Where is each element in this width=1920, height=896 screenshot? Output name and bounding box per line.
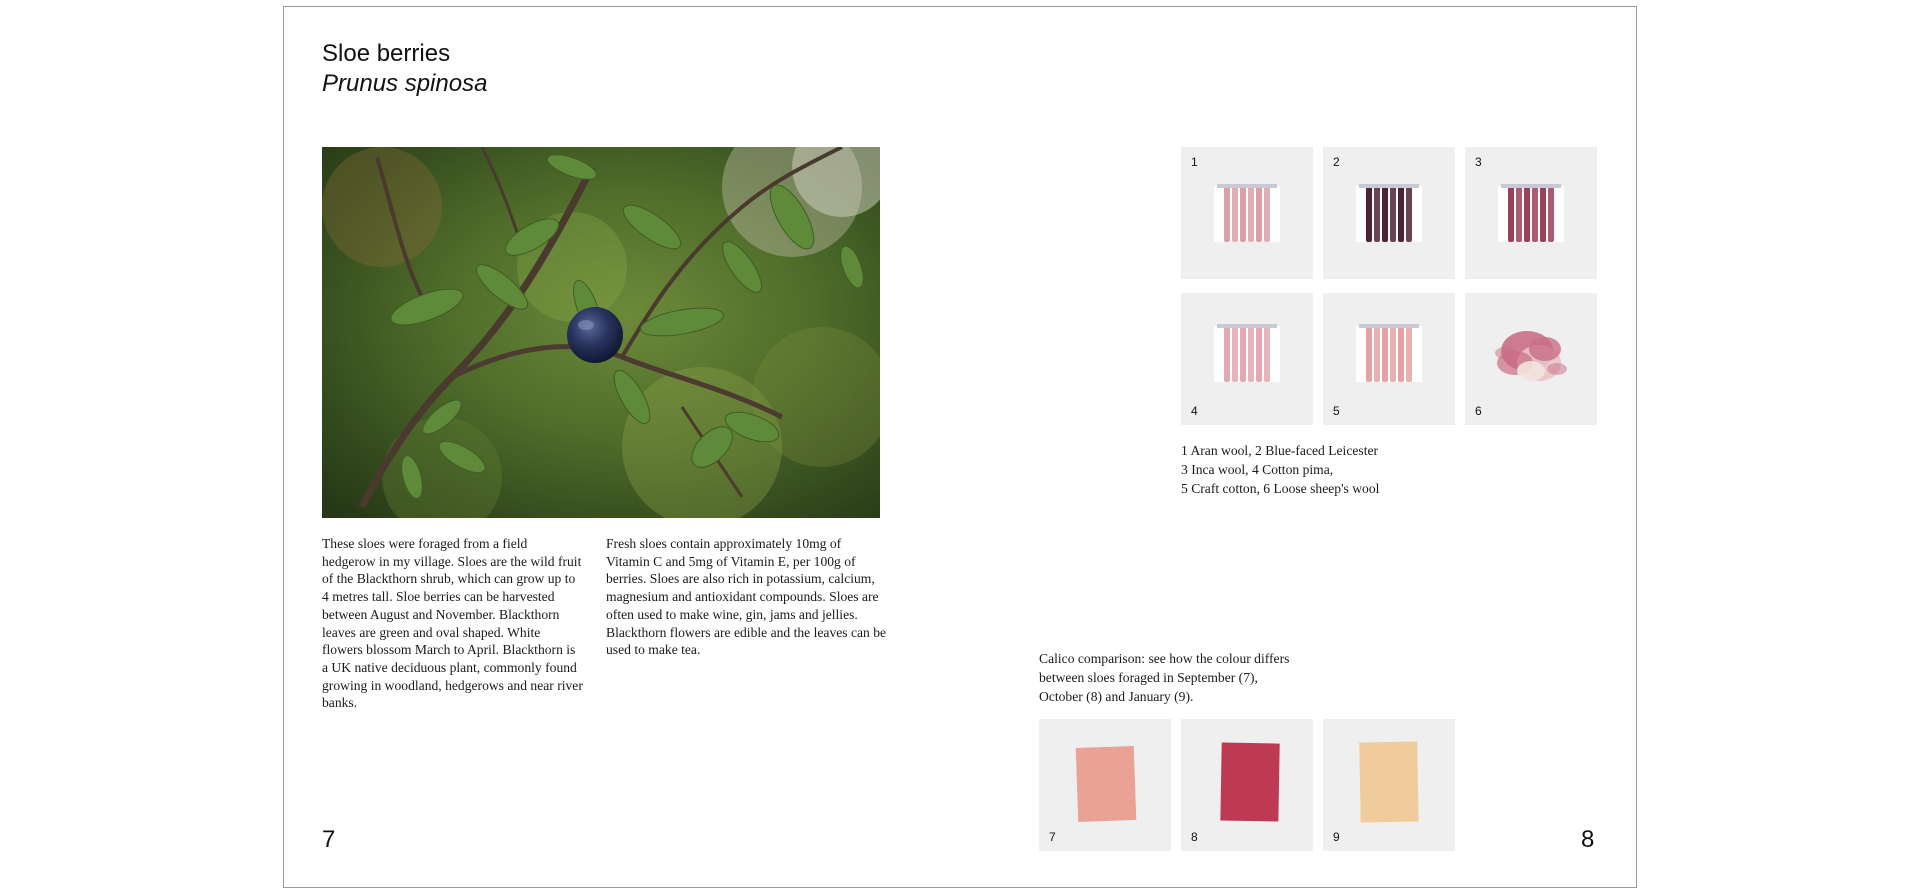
calico-sample-9: [1323, 719, 1455, 851]
caption-line: Calico comparison: see how the colour differs: [1039, 651, 1290, 666]
loose-wool-image: [1465, 293, 1597, 425]
yarn-strand: [1264, 186, 1270, 242]
calico-swatch-image: [1181, 719, 1313, 851]
page-number-left: 7: [322, 826, 336, 853]
wool-caption: [1181, 441, 1421, 498]
sample-number: 3: [1475, 155, 1482, 169]
calico-sample-7: [1039, 719, 1171, 851]
sample-number: 4: [1191, 404, 1198, 418]
yarn-strand: [1248, 326, 1254, 382]
wool-sample-5: [1323, 293, 1455, 425]
yarn-strand: [1374, 326, 1380, 382]
page-number-right: 8: [1581, 826, 1595, 853]
wool-sample-1: [1181, 147, 1313, 279]
yarn-strand: [1224, 186, 1230, 242]
calico-swatch: [1220, 743, 1279, 822]
caption-line: between sloes foraged in September (7),: [1039, 670, 1258, 685]
wool-fibre: [1529, 337, 1561, 361]
yarn-strand: [1374, 186, 1380, 242]
yarn-strand: [1224, 326, 1230, 382]
yarn-strand: [1366, 186, 1372, 242]
yarn-skein-image: [1181, 293, 1313, 425]
wool-fibre: [1517, 361, 1545, 381]
body-paragraph-2: Fresh sloes contain approximately 10mg of Vitamin C and 5mg of Vitamin E, per 100g of berries. Sloes are also rich in potassium, calcium, magnesium and antioxidant compounds. Sloes are often used to make wine, gin, jams and jellies. Blackthorn flowers are edible and the leaves can be used to make tea.: [606, 536, 887, 658]
yarn-strand: [1390, 326, 1396, 382]
calico-caption: [1039, 649, 1319, 706]
yarn-strand: [1406, 186, 1412, 242]
skein-hanger: [1217, 324, 1277, 328]
calico-sample-8: [1181, 719, 1313, 851]
yarn-strand: [1366, 326, 1372, 382]
yarn-strand: [1524, 186, 1530, 242]
skein-hanger: [1501, 184, 1561, 188]
sample-number: 5: [1333, 404, 1340, 418]
latin-name: Prunus spinosa: [322, 70, 488, 97]
yarn-strand: [1232, 326, 1238, 382]
calico-swatch-image: [1323, 719, 1455, 851]
sample-number: 2: [1333, 155, 1340, 169]
yarn-strand: [1248, 186, 1254, 242]
yarn-skein-image: [1181, 147, 1313, 279]
skein-hanger: [1359, 184, 1419, 188]
yarn-strand: [1398, 326, 1404, 382]
body-paragraph-1: These sloes were foraged from a field hedgerow in my village. Sloes are the wild fruit of the Blackthorn shrub, which can grow up to 4 metres tall. Sloe berries can be harvested between August and November. Blackthorn leaves are green and oval shaped. White flowers blossom March to April. Blackthorn is a UK native deciduous plant, commonly found growing in woodland, hedgerows and near river banks.: [322, 536, 583, 711]
caption-line: October (8) and January (9).: [1039, 689, 1194, 704]
yarn-strand: [1540, 186, 1546, 242]
wool-sample-2: [1323, 147, 1455, 279]
caption-line: 1 Aran wool, 2 Blue-faced Leicester: [1181, 443, 1379, 458]
page-title: Sloe berries: [322, 40, 451, 67]
yarn-strand: [1256, 326, 1262, 382]
yarn-strand: [1382, 326, 1388, 382]
yarn-strand: [1382, 186, 1388, 242]
wool-sample-4: [1181, 293, 1313, 425]
yarn-strand: [1240, 186, 1246, 242]
yarn-strand: [1406, 326, 1412, 382]
wool-sample-3: [1465, 147, 1597, 279]
caption-line: 5 Craft cotton, 6 Loose sheep's wool: [1181, 481, 1380, 496]
yarn-strand: [1256, 186, 1262, 242]
yarn-skein-image: [1323, 147, 1455, 279]
yarn-strand: [1398, 186, 1404, 242]
yarn-strand: [1240, 326, 1246, 382]
yarn-strand: [1532, 186, 1538, 242]
yarn-strand: [1232, 186, 1238, 242]
yarn-strand: [1390, 186, 1396, 242]
wool-fibre: [1495, 347, 1515, 359]
sample-number: 1: [1191, 155, 1198, 169]
calico-swatch-image: [1039, 719, 1171, 851]
yarn-strand: [1516, 186, 1522, 242]
sample-number: 7: [1049, 830, 1056, 844]
calico-swatch: [1076, 746, 1137, 822]
yarn-skein-image: [1323, 293, 1455, 425]
sample-number: 6: [1475, 404, 1482, 418]
skein-hanger: [1217, 184, 1277, 188]
calico-swatch: [1359, 742, 1418, 823]
sample-number: 9: [1333, 830, 1340, 844]
sample-number: 8: [1191, 830, 1198, 844]
caption-line: 3 Inca wool, 4 Cotton pima,: [1181, 462, 1334, 477]
skein-hanger: [1359, 324, 1419, 328]
yarn-strand: [1508, 186, 1514, 242]
yarn-strand: [1264, 326, 1270, 382]
wool-fibre: [1547, 363, 1567, 375]
sloe-berry-photo: [322, 147, 880, 518]
yarn-strand: [1548, 186, 1554, 242]
yarn-skein-image: [1465, 147, 1597, 279]
wool-sample-6: [1465, 293, 1597, 425]
